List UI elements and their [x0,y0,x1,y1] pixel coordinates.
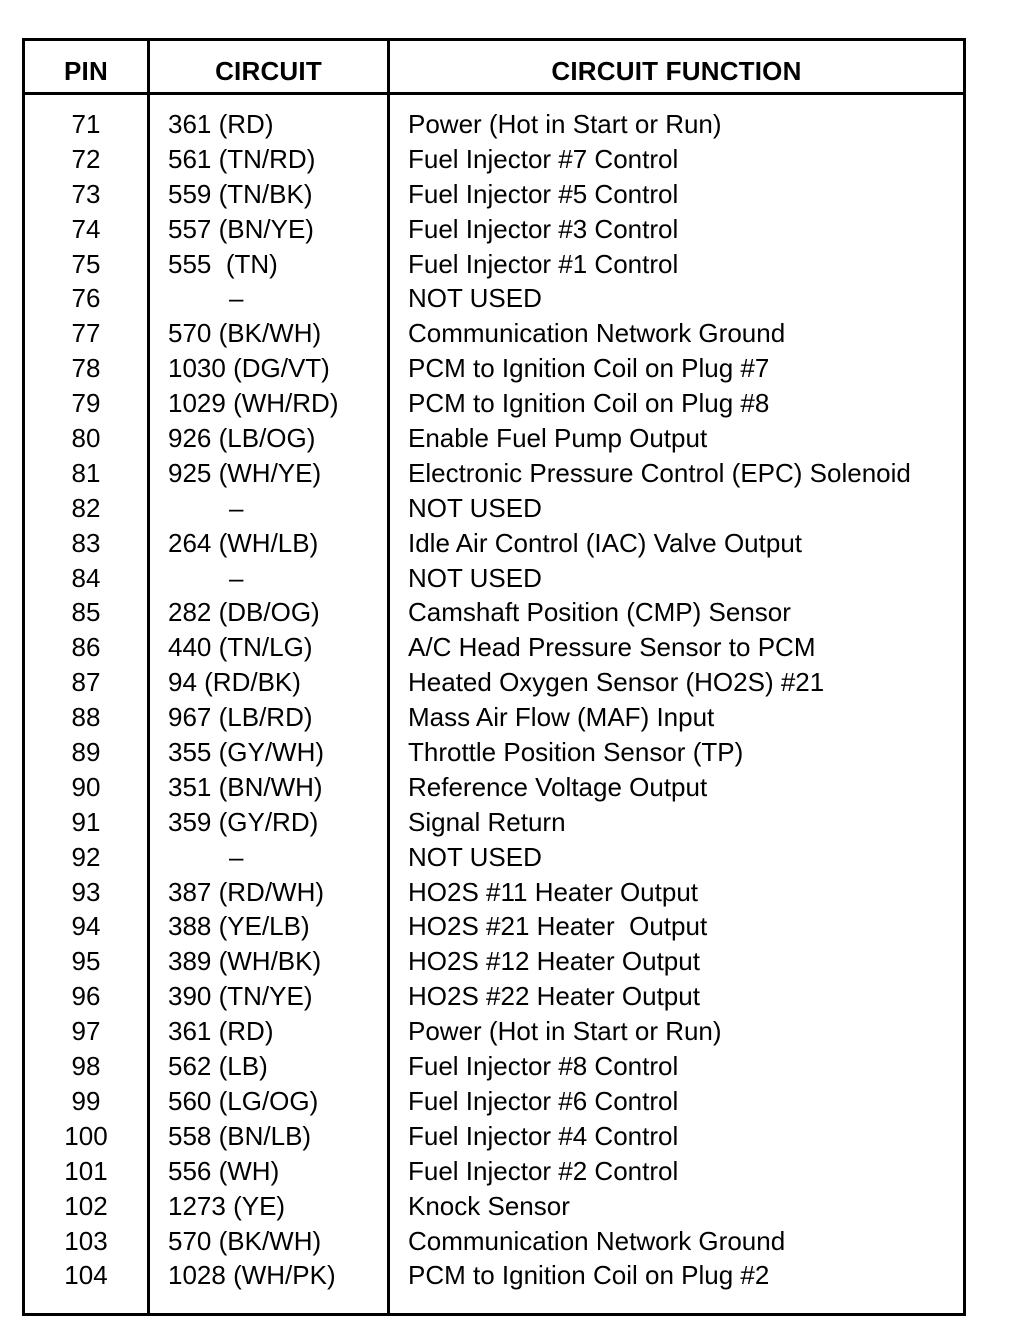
circuit-id: – [229,562,244,593]
pin-number: 82 [71,492,101,523]
circuit-id: 1030 (DG/VT) [168,353,330,384]
circuit-id: 361 (RD) [168,1016,274,1047]
table-row [25,107,963,142]
circuit-id: 94 (RD/BK) [168,667,301,698]
pin-number: 98 [71,1051,101,1082]
pin-number: 72 [71,143,101,174]
pin-number: 74 [71,213,101,244]
circuit-function: HO2S #11 Heater Output [408,876,699,907]
circuit-function: Enable Fuel Pump Output [408,423,708,454]
table-row [25,979,963,1014]
pin-number: 91 [71,806,101,837]
circuit-function: Fuel Injector #1 Control [408,248,679,279]
circuit-function: Fuel Injector #6 Control [408,1085,679,1116]
circuit-id: 570 (BK/WH) [168,1225,322,1256]
pin-number: 100 [64,1120,108,1151]
circuit-function: A/C Head Pressure Sensor to PCM [408,632,816,663]
pin-number: 80 [71,423,101,454]
table-row [25,316,963,351]
circuit-function: HO2S #22 Heater Output [408,981,700,1012]
table-row [25,700,963,735]
table-row [25,1119,963,1154]
circuit-function: Throttle Position Sensor (TP) [408,737,744,768]
circuit-id: 557 (BN/YE) [168,213,314,244]
circuit-id: 351 (BN/WH) [168,771,323,802]
table-row [25,1084,963,1119]
circuit-id: 560 (LG/OG) [168,1085,319,1116]
circuit-function: Camshaft Position (CMP) Sensor [408,597,791,628]
circuit-function: HO2S #21 Heater Output [408,911,708,942]
table-row [25,909,963,944]
pin-number: 75 [71,248,101,279]
pin-number: 73 [71,178,101,209]
table-row [25,386,963,421]
table-row [25,805,963,840]
circuit-id: – [229,492,244,523]
pin-number: 77 [71,318,101,349]
pin-number: 81 [71,457,101,488]
circuit-id: 440 (TN/LG) [168,632,313,663]
table-row [25,630,963,665]
circuit-id: 925 (WH/YE) [168,457,322,488]
pin-number: 97 [71,1016,101,1047]
table-row [25,665,963,700]
pin-number: 86 [71,632,101,663]
circuit-id: 390 (TN/YE) [168,981,313,1012]
circuit-function: Knock Sensor [408,1190,570,1221]
circuit-function: NOT USED [408,562,542,593]
circuit-id: 282 (DB/OG) [168,597,320,628]
circuit-id: 389 (WH/BK) [168,946,322,977]
pin-number: 90 [71,771,101,802]
pin-number: 78 [71,353,101,384]
circuit-id: 359 (GY/RD) [168,806,319,837]
header-pin: PIN [64,56,108,86]
table-row [25,1154,963,1189]
table-row [25,212,963,247]
table-row [25,1014,963,1049]
circuit-function: Idle Air Control (IAC) Valve Output [408,527,803,558]
circuit-function: Power (Hot in Start or Run) [408,109,722,139]
pin-number: 89 [71,737,101,768]
header-circuit: CIRCUIT [215,56,322,86]
circuit-id: 556 (WH) [168,1155,280,1186]
circuit-function: Communication Network Ground [408,1225,786,1256]
table-row [25,595,963,630]
pin-number: 93 [71,876,101,907]
table-row [25,875,963,910]
circuit-id: 562 (LB) [168,1051,268,1082]
table-row [25,526,963,561]
circuit-function: Signal Return [408,806,566,837]
table-row [25,421,963,456]
pin-number: 102 [64,1190,108,1221]
pin-number: 92 [71,841,101,872]
pin-number: 79 [71,388,101,419]
circuit-id: 558 (BN/LB) [168,1120,312,1151]
pin-number: 84 [71,562,101,593]
table-row [25,735,963,770]
circuit-function: NOT USED [408,283,542,314]
circuit-function: Fuel Injector #8 Control [408,1051,679,1082]
circuit-function: HO2S #12 Heater Output [408,946,700,977]
pin-number: 99 [71,1085,101,1116]
circuit-function: NOT USED [408,841,542,872]
pin-number: 87 [71,667,101,698]
circuit-id: 1273 (YE) [168,1190,286,1221]
circuit-function: Fuel Injector #2 Control [408,1155,679,1186]
pin-number: 96 [71,981,101,1012]
pin-number: 85 [71,597,101,628]
table-row [25,247,963,282]
circuit-id: – [229,841,244,872]
circuit-function: Mass Air Flow (MAF) Input [408,702,715,733]
pin-number: 76 [71,283,101,314]
table-row [25,944,963,979]
circuit-id: 561 (TN/RD) [168,143,316,174]
circuit-id: 926 (LB/OG) [168,423,316,454]
circuit-function: Communication Network Ground [408,318,786,349]
circuit-function: Electronic Pressure Control (EPC) Solenoid [408,457,911,488]
circuit-id: 1029 (WH/RD) [168,388,339,419]
header-circuit-function: CIRCUIT FUNCTION [551,56,802,86]
circuit-function: Fuel Injector #3 Control [408,213,679,244]
table-row [25,456,963,491]
circuit-function: Fuel Injector #4 Control [408,1120,679,1151]
circuit-id: 361 (RD) [168,109,274,139]
pin-number: 103 [64,1225,108,1256]
circuit-id: 387 (RD/WH) [168,876,325,907]
pin-number: 71 [71,109,101,139]
circuit-id: 559 (TN/BK) [168,178,313,209]
circuit-function: Power (Hot in Start or Run) [408,1016,722,1047]
table-row [25,281,963,316]
pin-number: 83 [71,527,101,558]
circuit-function: Heated Oxygen Sensor (HO2S) #21 [408,667,825,698]
circuit-id: 555 (TN) [168,248,278,279]
table-row [25,561,963,596]
table-row [25,491,963,526]
table-row [25,1049,963,1084]
table-row [25,770,963,805]
circuit-function: NOT USED [408,492,542,523]
table-row [25,1189,963,1224]
table-row [25,840,963,875]
table-row [25,142,963,177]
circuit-id: 570 (BK/WH) [168,318,322,349]
pin-number: 101 [64,1155,108,1186]
table-row [25,1224,963,1259]
pin-number: 104 [64,1260,108,1291]
pin-table [22,38,966,1316]
circuit-id: 1028 (WH/PK) [168,1260,336,1291]
pin-number: 94 [71,911,101,942]
circuit-function: Fuel Injector #7 Control [408,143,679,174]
circuit-id: – [229,283,244,314]
circuit-function: PCM to Ignition Coil on Plug #7 [408,353,770,384]
circuit-function: PCM to Ignition Coil on Plug #8 [408,388,770,419]
pin-number: 88 [71,702,101,733]
table-row [25,177,963,212]
circuit-id: 967 (LB/RD) [168,702,313,733]
table-row [25,351,963,386]
table-body [25,107,963,1293]
circuit-id: 355 (GY/WH) [168,737,325,768]
circuit-function: Fuel Injector #5 Control [408,178,679,209]
circuit-function: PCM to Ignition Coil on Plug #2 [408,1260,770,1291]
pin-number: 95 [71,946,101,977]
table-row [25,1258,963,1293]
circuit-function: Reference Voltage Output [408,771,708,802]
circuit-id: 388 (YE/LB) [168,911,310,942]
table-header [25,41,963,95]
circuit-id: 264 (WH/LB) [168,527,319,558]
